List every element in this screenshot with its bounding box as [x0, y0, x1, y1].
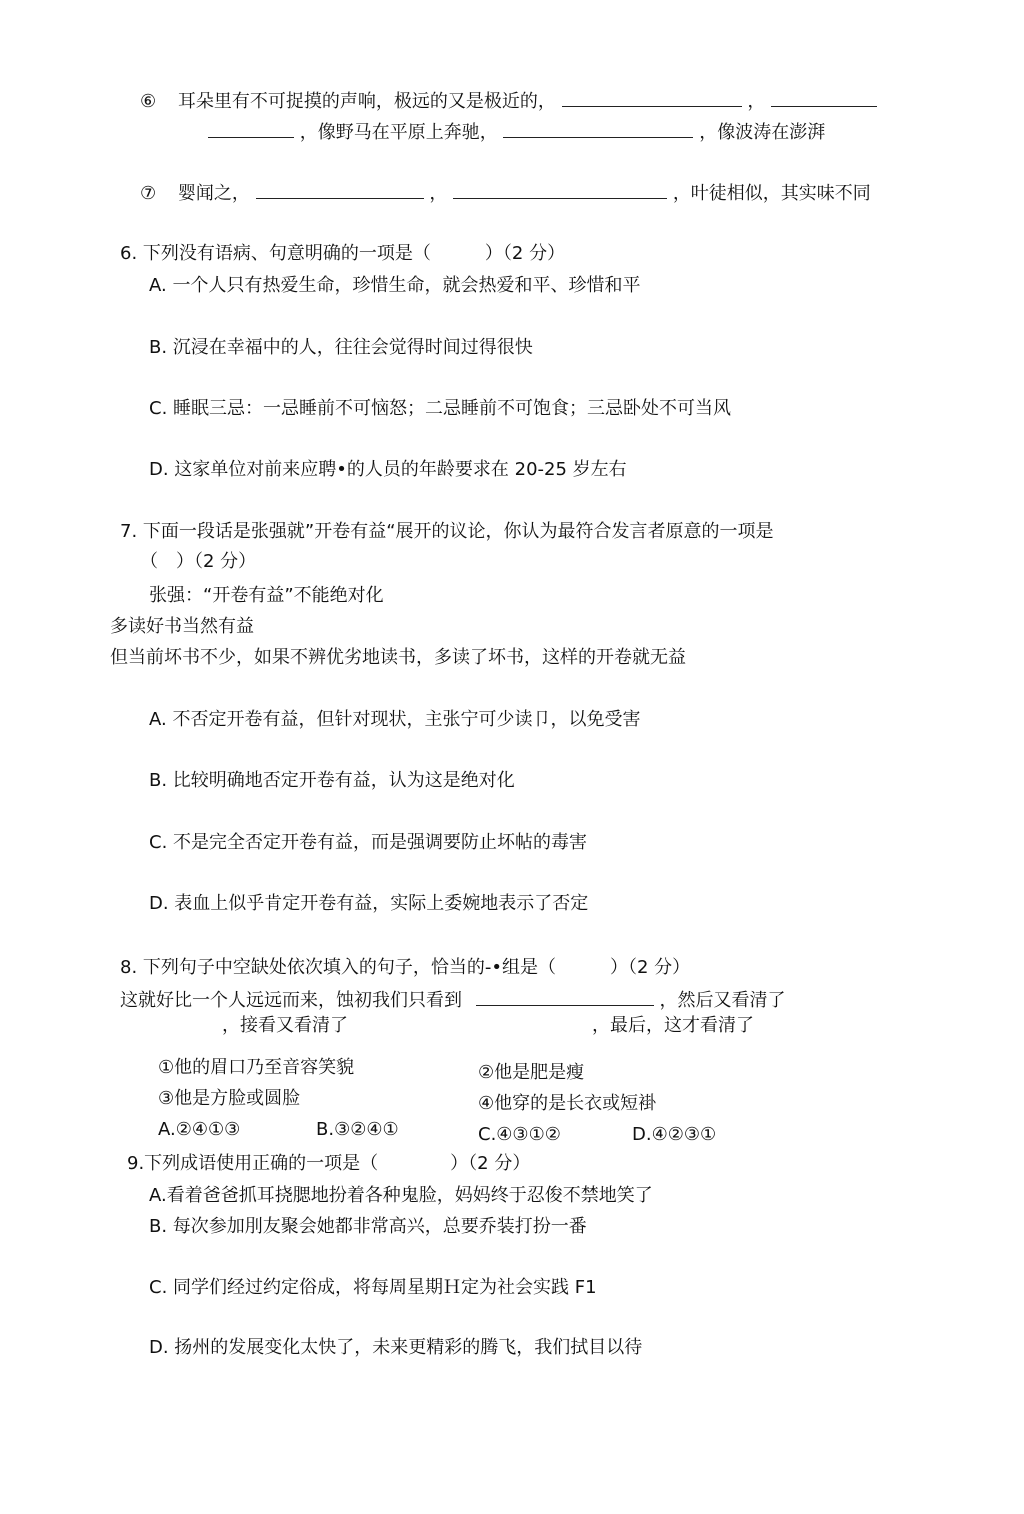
blank-6a[interactable] — [562, 90, 742, 107]
q9-stem: 9.下列成语使用正确的一项是（ ）（2 分） — [127, 1153, 531, 1174]
q7-option-c[interactable]: C. 不是完全否定开卷有益，而是强调要防止坏帖的毒害 — [149, 832, 588, 853]
q8-passage-line1-a: 这就好比一个人远远而来，蚀初我们只看到 — [120, 990, 462, 1011]
q5-item6-line2-a: ，像野马在平原上奔驰， — [299, 122, 498, 143]
q5-item6-sep: ， — [747, 91, 766, 112]
q7-passage-line: 多读好书当然有益 — [110, 616, 254, 637]
q7-passage-line: 但当前坏书不少，如果不辨优劣地读书，多读了坏书，这样的开卷就无益 — [110, 647, 686, 668]
q7-stem-line1: 7. 下面一段话是张强就”开卷有益“展开的议论，你认为最符合发言者原意的一项是 — [120, 521, 774, 542]
q7-option-d[interactable]: D. 表血上似乎肯定开卷有益，实际上委婉地表示了否定 — [149, 893, 589, 914]
q5-item7-text-b: ，叶徒相似，其实味不同 — [672, 183, 871, 204]
q8-option-d[interactable]: D.④②③① — [632, 1124, 717, 1145]
q7-passage-line: 张强：“开卷有益”不能绝对化 — [149, 585, 384, 606]
q5-item7-text-a: 婴闻之， — [177, 183, 250, 204]
q5-item7-number: ⑦ — [140, 183, 157, 204]
q6-option-a[interactable]: A. 一个人只有热爱生命，珍惜生命，就会热爱和平、珍惜和平 — [149, 275, 641, 296]
blank-7a[interactable] — [256, 182, 424, 199]
q9-option-d[interactable]: D. 扬州的发展变化太快了，未来更精彩的腾飞，我们拭目以待 — [149, 1337, 643, 1358]
q8-passage-line2-a: ，接看又看清了 — [222, 1015, 348, 1036]
q8-option-a[interactable]: A.②④①③ — [158, 1119, 241, 1140]
blank-8a[interactable] — [476, 989, 654, 1006]
q9-option-c[interactable]: C. 同学们经过约定俗成，将每周星期Ｈ定为社会实践 F1 — [149, 1277, 597, 1298]
q5-item6-line2 — [208, 121, 825, 144]
q5-item6-line2-b: ，像波涛在澎湃 — [699, 122, 826, 143]
q8-clause: ②他是肥是瘦 — [478, 1062, 585, 1083]
q8-passage-line2-b: ，最后，这才看清了 — [592, 1015, 754, 1036]
q8-clause: ④他穿的是长衣或短褂 — [478, 1093, 657, 1114]
q8-option-b[interactable]: B.③②④① — [316, 1119, 399, 1140]
q7-stem-line2: （ ）（2 分） — [140, 551, 257, 572]
q7-option-a[interactable]: A. 不否定开卷有益，但针对现状，主张宁可少读卩，以免受害 — [149, 709, 641, 730]
q5-item6-line1 — [140, 90, 877, 113]
q7-option-b[interactable]: B. 比较明确地否定开卷有益，认为这是绝对化 — [149, 770, 515, 791]
q8-stem: 8. 下列句子中空缺处依次填入的句子，恰当的-•组是（ ）（2 分） — [120, 957, 691, 978]
q9-option-a[interactable]: A.看着爸爸抓耳挠腮地扮着各种鬼脸，妈妈终于忍俊不禁地笑了 — [149, 1185, 653, 1206]
q6-option-c[interactable]: C. 睡眠三忌：一忌睡前不可恼怒；二忌睡前不可饱食；三忌卧处不可当风 — [149, 398, 732, 419]
q8-option-c[interactable]: C.④③①② — [478, 1124, 561, 1145]
blank-6d[interactable] — [503, 121, 693, 138]
blank-6c[interactable] — [208, 121, 294, 138]
q5-item6-text: 耳朵里有不可捉摸的声响，极远的又是极近的， — [177, 91, 556, 112]
blank-6b[interactable] — [771, 90, 877, 107]
q8-clause: ③他是方脸或圆脸 — [158, 1088, 301, 1109]
q6-option-b[interactable]: B. 沉浸在幸福中的人，往往会觉得时间过得很快 — [149, 337, 533, 358]
q6-option-d[interactable]: D. 这家单位对前来应聘•的人员的年龄要求在 20-25 岁左右 — [149, 459, 627, 480]
blank-7b[interactable] — [453, 182, 667, 199]
q9-option-b[interactable]: B. 每次参加刖友聚会她都非常高兴，总要乔装打扮一番 — [149, 1216, 587, 1237]
q8-clause: ①他的眉口乃至音容笑貌 — [158, 1057, 355, 1078]
q5-item6-number: ⑥ — [140, 91, 157, 112]
q8-passage-line1-b: ，然后又看清了 — [659, 990, 786, 1011]
q6-stem: 6. 下列没有语病、句意明确的一项是（ ）（2 分） — [120, 243, 566, 264]
q5-item7 — [140, 182, 871, 205]
q5-item7-sep: ， — [429, 183, 448, 204]
q8-passage-line1 — [120, 989, 785, 1012]
